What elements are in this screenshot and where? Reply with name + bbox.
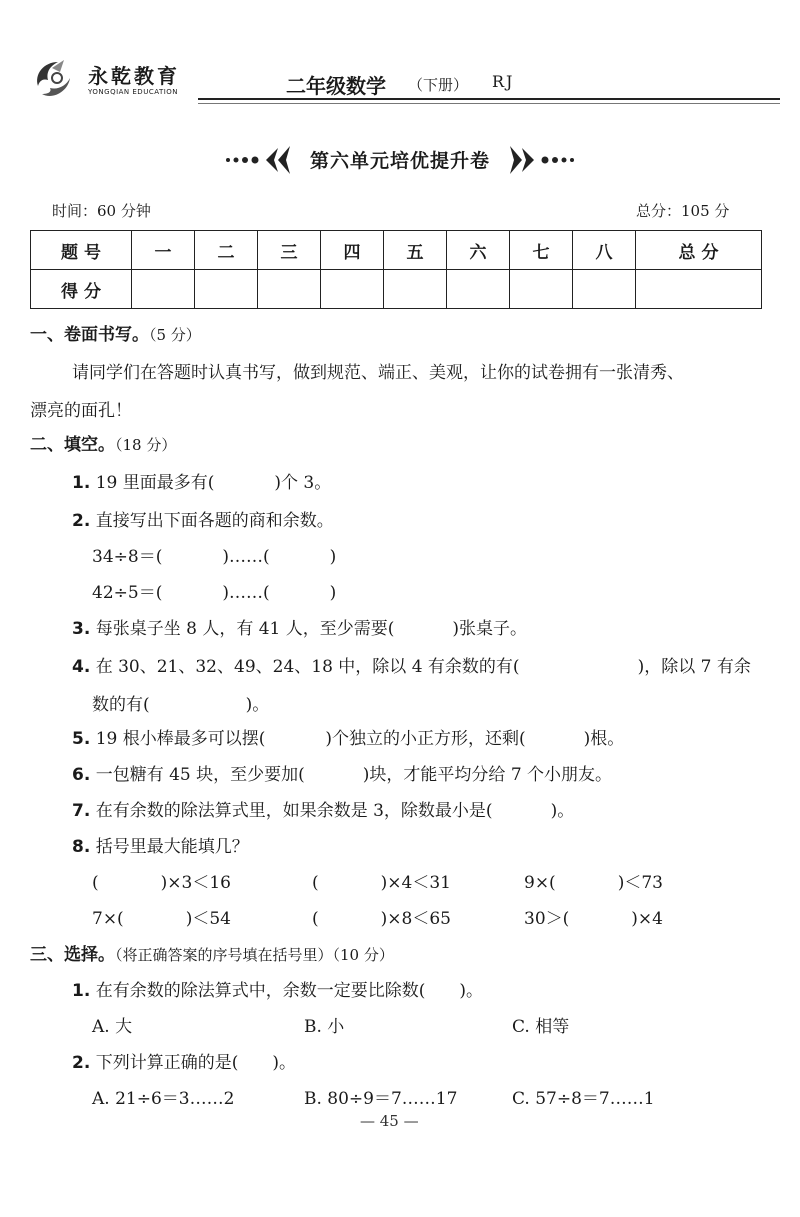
question [72, 796, 574, 821]
table-cell: 题 号 [31, 231, 132, 270]
question [72, 724, 624, 749]
expression: 7×( [92, 909, 124, 929]
expression: )×8＜65 [380, 909, 451, 929]
option-a[interactable]: A. 大 [92, 1017, 133, 1037]
expression: ) [329, 583, 337, 603]
question [72, 468, 331, 493]
expression: )＜73 [617, 873, 663, 893]
score-table-score-row [31, 270, 762, 309]
question-text: 在有余数的除法算式中，余数一定要比除数( [95, 981, 426, 1001]
question [72, 614, 527, 639]
score-cell[interactable] [636, 270, 762, 309]
table-cell: 八 [573, 231, 636, 270]
question-text: )。 [459, 981, 483, 1001]
table-cell: 五 [384, 231, 447, 270]
question-number: 6. [72, 765, 91, 785]
inequality [524, 868, 663, 893]
question-text: 在 30、21、32、49、24、18 中，除以 4 有余数的有( [95, 657, 520, 677]
question-number: 1. [72, 981, 91, 1001]
question-text: 19 根小棒最多可以摆( [95, 729, 266, 749]
expression: )×4＜31 [380, 873, 451, 893]
question-text: 数的有( [92, 695, 150, 715]
table-cell: 六 [447, 231, 510, 270]
question-number: 7. [72, 801, 91, 821]
brand-name-en: YONGQIAN EDUCATION [88, 88, 179, 96]
inequality [312, 868, 451, 893]
option-a[interactable]: A. 21÷6＝3……2 [92, 1089, 235, 1109]
question-number: 2. [72, 1053, 91, 1073]
question [72, 1048, 296, 1073]
expression: ( [92, 873, 99, 893]
question-number: 8. [72, 837, 91, 857]
question [72, 506, 334, 531]
question-text: )个 3。 [274, 473, 332, 493]
score-cell[interactable] [510, 270, 573, 309]
sub-question [92, 542, 336, 567]
question-text: )，除以 7 有余 [637, 657, 751, 677]
inequality [92, 868, 231, 893]
score-cell[interactable] [573, 270, 636, 309]
section-1-text: 请同学们在答题时认真书写，做到规范、端正、美观，让你的试卷拥有一张清秀、 [72, 363, 684, 383]
table-cell: 一 [132, 231, 195, 270]
left-ornament-icon [220, 144, 292, 176]
section-points: （5 分） [149, 326, 201, 344]
expression: ) [329, 547, 337, 567]
header-rule-thin [198, 103, 780, 104]
question-text: 括号里最大能填几？ [95, 837, 249, 857]
question-number: 5. [72, 729, 91, 749]
question [72, 832, 249, 857]
inequality [92, 904, 231, 929]
question-number: 4. [72, 657, 91, 677]
question-number: 2. [72, 511, 91, 531]
table-cell: 四 [321, 231, 384, 270]
expression: )＜54 [185, 909, 231, 929]
expression: )……( [222, 583, 270, 603]
table-cell: 得 分 [31, 270, 132, 309]
exam-total-score: 总分：105 分 [636, 202, 730, 220]
question [72, 976, 483, 1001]
sub-question [92, 578, 336, 603]
question-number: 3. [72, 619, 91, 639]
question-text: )。 [272, 1053, 296, 1073]
right-ornament-icon [508, 144, 580, 176]
page-number: — 45 — [360, 1112, 419, 1130]
expression: 9×( [524, 873, 556, 893]
header-rule [198, 98, 780, 100]
question-text: 每张桌子坐 8 人，有 41 人，至少需要( [95, 619, 395, 639]
inequality [524, 904, 663, 929]
section-1-text: 漂亮的面孔！ [30, 401, 132, 421]
expression: 30＞( [524, 909, 570, 929]
question [72, 652, 751, 677]
table-cell: 七 [510, 231, 573, 270]
question-continuation [92, 690, 269, 715]
section-points: （18 分） [115, 436, 177, 454]
logo-icon [30, 56, 76, 100]
section-title: 二、填空。 [30, 435, 115, 455]
option-c[interactable]: C. 57÷8＝7……1 [512, 1089, 655, 1109]
question-number: 1. [72, 473, 91, 493]
expression: ( [312, 873, 319, 893]
inequality [312, 904, 451, 929]
section-title: 一、卷面书写。 [30, 325, 149, 345]
question-text: 在有余数的除法算式里，如果余数是 3，除数最小是( [95, 801, 493, 821]
expression: )×4 [631, 909, 663, 929]
question-text: 下列计算正确的是( [95, 1053, 239, 1073]
score-cell[interactable] [321, 270, 384, 309]
score-cell[interactable] [132, 270, 195, 309]
book-title: 二年级数学 [286, 74, 386, 98]
section-2-heading [30, 430, 176, 455]
question [72, 760, 612, 785]
question-text: )个独立的小正方形，还剩( [325, 729, 526, 749]
table-cell: 三 [258, 231, 321, 270]
expression: 42÷5＝( [92, 583, 163, 603]
page-header [30, 50, 770, 110]
score-table-header-row [31, 231, 762, 270]
section-1-heading [30, 320, 201, 345]
unit-title: 第六单元培优提升卷 [309, 150, 490, 172]
table-cell: 二 [195, 231, 258, 270]
expression: )……( [222, 547, 270, 567]
option-b[interactable]: B. 小 [304, 1017, 345, 1037]
option-b[interactable]: B. 80÷9＝7……17 [304, 1089, 458, 1109]
section-3-heading [30, 940, 394, 965]
exam-time: 时间：60 分钟 [52, 202, 151, 220]
score-table [30, 230, 762, 309]
question-text: 一包糖有 45 块，至少要加( [95, 765, 305, 785]
section-points: （将正确答案的序号填在括号里）（10 分） [115, 946, 394, 964]
unit-title-banner [220, 144, 580, 176]
question-text: )根。 [583, 729, 625, 749]
question-text: )张桌子。 [452, 619, 528, 639]
expression: 34÷8＝( [92, 547, 163, 567]
question-text: )。 [245, 695, 270, 715]
question-text: )。 [550, 801, 575, 821]
section-title: 三、选择。 [30, 945, 115, 965]
score-cell[interactable] [384, 270, 447, 309]
question-text: 19 里面最多有( [95, 473, 215, 493]
option-c[interactable]: C. 相等 [512, 1017, 570, 1037]
score-cell[interactable] [195, 270, 258, 309]
expression: )×3＜16 [160, 873, 231, 893]
expression: ( [312, 909, 319, 929]
book-edition: RJ [492, 72, 515, 91]
question-text: )块，才能平均分给 7 个小朋友。 [362, 765, 613, 785]
table-cell: 总 分 [636, 231, 762, 270]
brand-name: 永乾教育 [88, 64, 180, 88]
book-volume: （下册） [408, 76, 469, 94]
score-cell[interactable] [258, 270, 321, 309]
score-cell[interactable] [447, 270, 510, 309]
question-text: 直接写出下面各题的商和余数。 [95, 511, 334, 531]
